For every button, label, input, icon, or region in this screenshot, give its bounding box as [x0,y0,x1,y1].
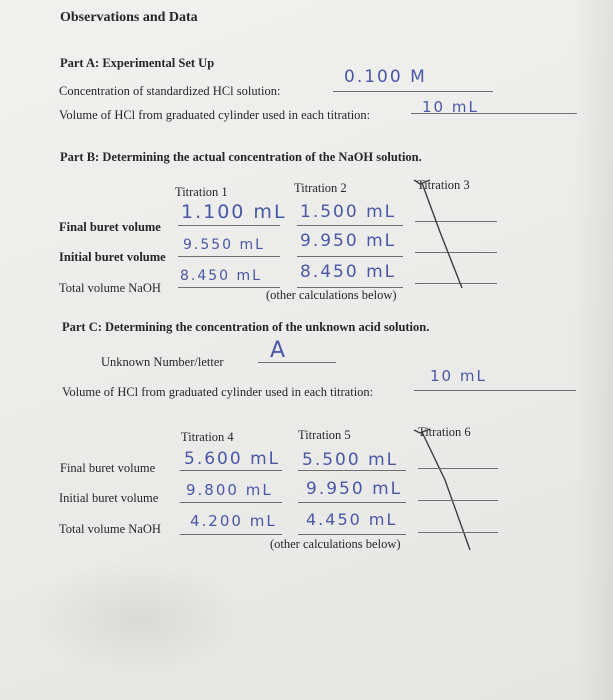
unknown-label: Unknown Number/letter [101,355,224,369]
t4-final-line [180,470,282,471]
t5-final-line [298,470,406,471]
hcl-volume-label: Volume of HCl from graduated cylinder used in each titration: [59,108,371,122]
part-b-note: (other calculations below) [266,288,397,302]
unknown-value: A [270,338,288,363]
t4-initial-value: 9.800 mL [186,481,273,499]
t5-total-line [298,534,406,535]
header-titration-2: Titration 2 [294,181,347,195]
t5-total-value: 4.450 mL [306,510,398,529]
t1-total-value: 8.450 mL [180,268,262,284]
page-title: Observations and Data [60,10,198,25]
part-a-heading: Part A: Experimental Set Up [60,56,215,70]
row-label-total-b: Total volume NaOH [59,281,161,295]
row-label-initial-c: Initial buret volume [59,491,159,505]
header-titration-1: Titration 1 [175,185,228,199]
part-c-hcl-volume-line [414,390,576,391]
header-titration-5: Titration 5 [298,428,351,442]
hcl-concentration-value: 0.100 M [344,67,427,87]
row-label-final-c: Final buret volume [60,461,156,475]
t4-total-value: 4.200 mL [190,512,277,530]
t1-initial-value: 9.550 mL [183,237,265,253]
t1-final-value: 1.100 mL [181,201,287,223]
header-titration-6: Titration 6 [418,425,471,439]
t6-total-line [418,532,498,533]
t5-initial-line [298,502,406,503]
t2-initial-value: 9.950 mL [300,231,397,251]
header-titration-3: Titration 3 [417,178,470,192]
row-label-final-b: Final buret volume [59,220,161,234]
t5-final-value: 5.500 mL [302,450,399,470]
t4-total-line [180,534,282,535]
hcl-concentration-label: Concentration of standardized HCl solution: [59,84,281,98]
t6-final-line [418,468,498,469]
t5-initial-value: 9.950 mL [306,479,403,499]
row-label-initial-b: Initial buret volume [59,250,166,264]
part-c-hcl-volume-value: 10 mL [430,367,487,385]
t2-final-value: 1.500 mL [300,202,397,222]
row-label-total-c: Total volume NaOH [59,522,161,536]
part-c-hcl-volume-label: Volume of HCl from graduated cylinder used in each titration: [62,385,374,399]
header-titration-4: Titration 4 [181,430,234,444]
part-b-heading: Part B: Determining the actual concentration of the NaOH solution. [60,150,422,164]
t6-initial-line [418,500,498,501]
t4-initial-line [180,502,282,503]
hcl-volume-value: 10 mL [422,98,479,116]
t2-total-value: 8.450 mL [300,262,397,282]
t4-final-value: 5.600 mL [184,449,281,469]
part-c-heading: Part C: Determining the concentration of the unknown acid solution. [62,320,430,334]
part-c-note: (other calculations below) [270,537,401,551]
